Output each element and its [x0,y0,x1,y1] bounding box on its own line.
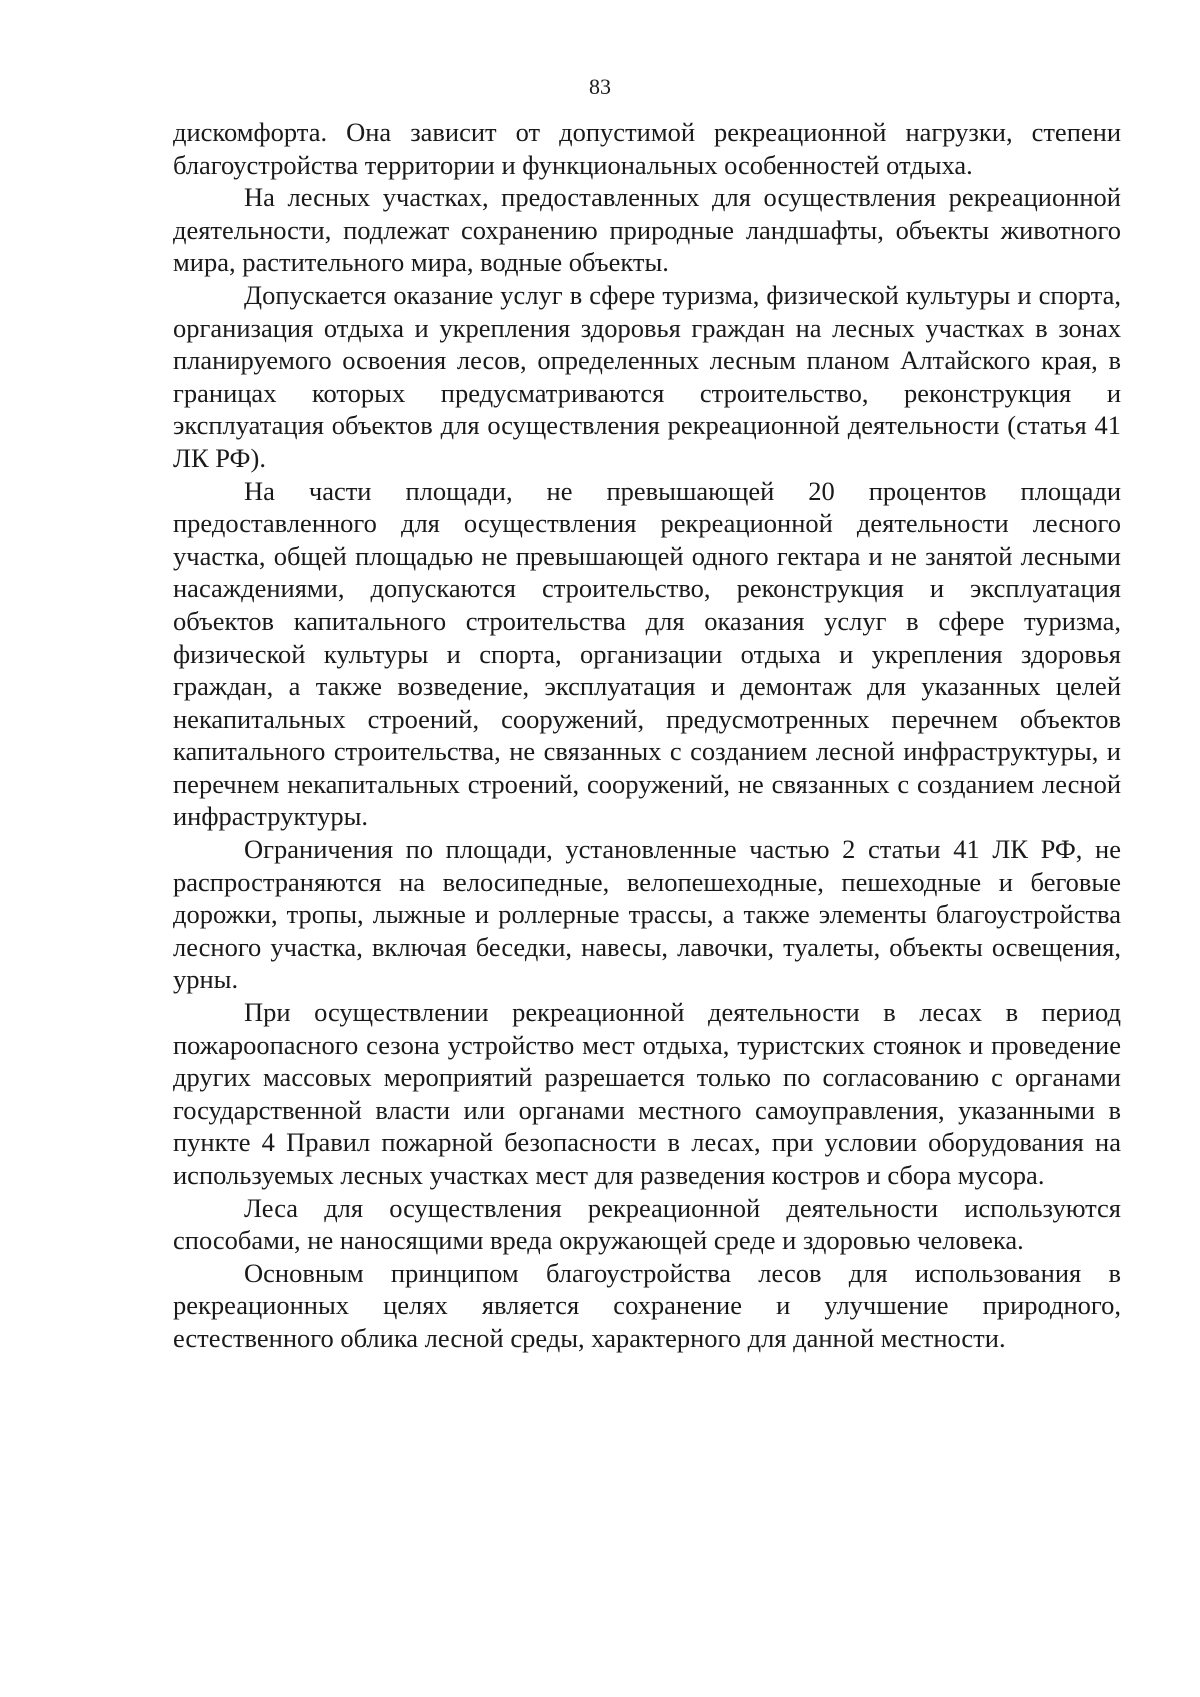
page-number: 83 [589,74,611,99]
paragraph: На части площади, не превышающей 20 процентов площади предоставленного для осуществления рекреационной деятельности лесного участка, общей площадью не превышающей одного гектара и не занятой лесными насаждениями, допускаются строительство, реконструкция и эксплуатация объектов капитального строительства для оказания услуг в сфере туризма, физической культуры и спорта, организации отдыха и укрепления здоровья граждан, а также возведение, эксплуатация и демонтаж для указанных целей некапитальных строений, сооружений, предусмотренных перечнем объектов капитального строительства, не связанных с созданием лесной инфраструктуры, и перечнем некапитальных строений, сооружений, не связанных с созданием лесной инфраструктуры. [173,475,1121,832]
document-body [173,116,1121,1355]
paragraph: Леса для осуществления рекреационной деятельности используются способами, не наносящими вреда окружающей среде и здоровью человека. [173,1192,1121,1256]
paragraph: Ограничения по площади, установленные частью 2 статьи 41 ЛК РФ, не распространяются на велосипедные, велопешеходные, пешеходные и беговые дорожки, тропы, лыжные и роллерные трассы, а также элементы благоустройства лесного участка, включая беседки, навесы, лавочки, туалеты, объекты освещения, урны. [173,834,1121,995]
paragraph: Основным принципом благоустройства лесов для использования в рекреационных целях является сохранение и улучшение природного, естественного облика лесной среды, характерного для данной местности. [173,1257,1121,1353]
paragraph: При осуществлении рекреационной деятельности в лесах в период пожароопасного сезона устройство мест отдыха, туристских стоянок и проведение других массовых мероприятий разрешается только по согласованию с органами государственной власти или органами местного самоуправления, указанными в пункте 4 Правил пожарной безопасности в лесах, при условии оборудования на используемых лесных участках мест для разведения костров и сбора мусора. [173,997,1121,1190]
paragraph: На лесных участках, предоставленных для осуществления рекреационной деятельности, подлежат сохранению природные ландшафты, объекты животного мира, растительного мира, водные объекты. [173,182,1121,278]
paragraph: Допускается оказание услуг в сфере туризма, физической культуры и спорта, организация отдыха и укрепления здоровья граждан на лесных участках в зонах планируемого освоения лесов, определенных лесным планом Алтайского края, в границах которых предусматриваются строительство, реконструкция и эксплуатация объектов для осуществления рекреационной деятельности (статья 41 ЛК РФ). [173,279,1121,473]
paragraph-continuation: дискомфорта. Она зависит от допустимой рекреационной нагрузки, степени благоустройства территории и функциональных особенностей отдыха. [173,117,1121,180]
